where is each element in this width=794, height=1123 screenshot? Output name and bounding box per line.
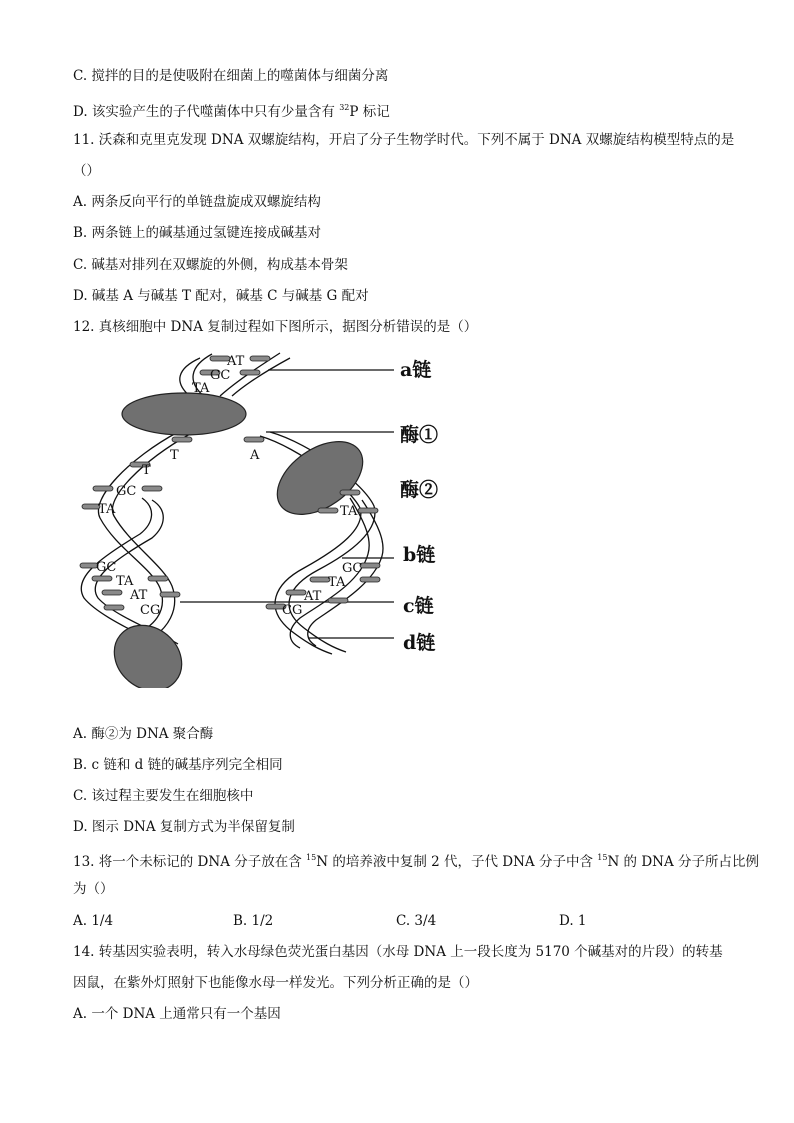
q13-option-d: D. 1 — [559, 913, 587, 929]
q13-stem: 13. 将一个未标记的 DNA 分子放在含 $^{15}$N 的培养液中复制 2 代，子代 DNA 分子中含 $^{15}$N 的 DNA 分子所占比例 — [73, 853, 760, 870]
q12-option-b: B. c 链和 d 链的碱基序列完全相同 — [73, 757, 283, 773]
base-t-2: T — [142, 463, 151, 478]
pair-ta-right: TA — [340, 504, 358, 519]
pair-ta-right-2: TA — [328, 575, 346, 590]
q14-stem: 14. 转基因实验表明，转入水母绿色荧光蛋白基因（水母 DNA 上一段长度为 5170 个碱基对的片段）的转基 — [73, 944, 723, 960]
q13-option-a: A. 1/4 — [73, 913, 114, 929]
label-c-chain: c链 — [403, 595, 434, 617]
q11-option-c: C. 碱基对排列在双螺旋的外侧，构成基本骨架 — [73, 257, 348, 273]
base-a-1: A — [250, 448, 260, 463]
q10-option-c: C. 搅拌的目的是使吸附在细菌上的噬菌体与细菌分离 — [73, 68, 389, 84]
q12-option-a: A. 酶②为 DNA 聚合酶 — [73, 726, 214, 742]
pair-gc-left: GC — [116, 484, 137, 499]
q13-option-b: B. 1/2 — [233, 913, 274, 929]
pair-at-top: AT — [227, 354, 245, 369]
pair-at-right: AT — [304, 589, 322, 604]
pair-ta-left-2: TA — [116, 574, 134, 589]
q12-stem: 12. 真核细胞中 DNA 复制过程如下图所示，据图分析错误的是（） — [73, 319, 478, 335]
pair-cg-left: CG — [140, 603, 161, 618]
q11-option-b: B. 两条链上的碱基通过氢键连接成碱基对 — [73, 225, 322, 241]
q14-stem-cont: 因鼠，在紫外灯照射下也能像水母一样发光。下列分析正确的是（） — [73, 975, 478, 991]
q14-option-a: A. 一个 DNA 上通常只有一个基因 — [73, 1006, 281, 1022]
q13-option-c: C. 3/4 — [396, 913, 437, 929]
pair-gc-top: GC — [210, 368, 231, 383]
enzyme-3-shape — [101, 612, 195, 688]
label-d-chain: d链 — [403, 632, 436, 654]
enzyme-1-shape — [122, 393, 246, 435]
base-t-1: T — [170, 448, 179, 463]
label-a-chain: a链 — [400, 359, 432, 381]
q12-option-c: C. 该过程主要发生在细胞核中 — [73, 788, 254, 804]
pair-gc-left-2: GC — [96, 560, 117, 575]
q10-option-d: D. 该实验产生的子代噬菌体中只有少量含有 $^{32}$P 标记 — [73, 103, 390, 120]
q11-stem: 11. 沃森和克里克发现 DNA 双螺旋结构，开启了分子生物学时代。下列不属于 DNA 双螺旋结构模型特点的是 — [73, 132, 735, 148]
pair-ta-top: TA — [192, 381, 210, 396]
pair-gc-right: GC — [342, 561, 363, 576]
q11-option-d: D. 碱基 A 与碱基 T 配对，碱基 C 与碱基 G 配对 — [73, 288, 369, 304]
q13-stem-cont: 为（） — [73, 881, 114, 897]
pair-ta-left: TA — [98, 502, 116, 517]
pair-cg-right: CG — [282, 603, 303, 618]
label-b-chain: b链 — [403, 544, 436, 566]
label-enzyme-2: 酶② — [400, 479, 439, 501]
q11-stem-cont: （） — [73, 163, 100, 179]
q12-option-d: D. 图示 DNA 复制方式为半保留复制 — [73, 819, 295, 835]
pair-at-left: AT — [130, 588, 148, 603]
label-enzyme-1: 酶① — [400, 424, 439, 446]
q11-option-a: A. 两条反向平行的单链盘旋成双螺旋结构 — [73, 194, 321, 210]
dna-replication-figure — [60, 348, 460, 688]
